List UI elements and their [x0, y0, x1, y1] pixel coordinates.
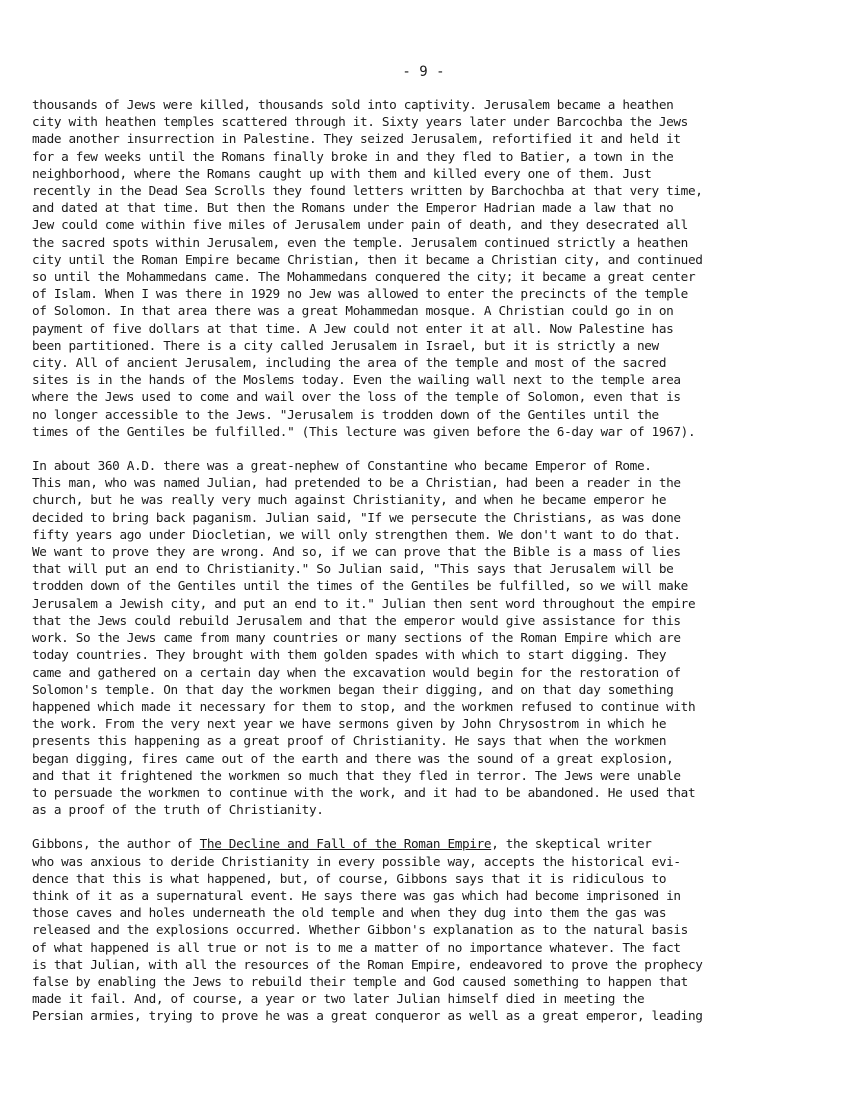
- text-line: city with heathen temples scattered through it. Sixty years later under Barcochba the Jews: [32, 114, 688, 130]
- text-line: neighborhood, where the Romans caught up with them and killed every one of them. Just: [32, 165, 652, 181]
- text-line: thousands of Jews were killed, thousands sold into captivity. Jerusalem became a heathen: [32, 97, 674, 112]
- text-line: work. So the Jews came from many countries or many sections of the Roman Empire which are: [32, 630, 681, 646]
- text-line: who was anxious to deride Christianity in every possible way, accepts the historical evi-: [32, 853, 681, 869]
- text-line: no longer accessible to the Jews. "Jerusalem is trodden down of the Gentiles until the: [32, 406, 659, 422]
- text-line: We want to prove they are wrong. And so, if we can prove that the Bible is a mass of lies: [32, 544, 681, 560]
- text-line: This man, who was named Julian, had pretended to be a Christian, had been a reader in the: [32, 475, 681, 491]
- text-line: the sacred spots within Jerusalem, even the temple. Jerusalem continued strictly a heathen: [32, 234, 688, 250]
- text-line: released and the explosions occurred. Whether Gibbon's explanation as to the natural basis: [32, 922, 688, 938]
- text-line: that the Jews could rebuild Jerusalem and that the emperor would give assistance for this: [32, 612, 681, 628]
- text-line: been partitioned. There is a city called Jerusalem in Israel, but it is strictly a new: [32, 337, 659, 353]
- text-line: made another insurrection in Palestine. They seized Jerusalem, refortified it and held it: [32, 131, 681, 147]
- text-line: the work. From the very next year we have sermons given by John Chrysostrom in which he: [32, 716, 667, 732]
- paragraph-gap: [32, 818, 812, 835]
- text-line: dence that this is what happened, but, of course, Gibbons says that it is ridiculous to: [32, 870, 667, 886]
- text-line: made it fail. And, of course, a year or two later Julian himself died in meeting the: [32, 991, 645, 1007]
- text-line: decided to bring back paganism. Julian said, "If we persecute the Christians, as was done: [32, 509, 681, 525]
- text-line: for a few weeks until the Romans finally broke in and they fled to Batier, a town in the: [32, 148, 674, 164]
- text-line: Gibbons, the author of The Decline and Fall of the Roman Empire, the skeptical writer: [32, 836, 652, 852]
- text-line: today countries. They brought with them golden spades with which to start digging. They: [32, 647, 667, 663]
- text-line: times of the Gentiles be fulfilled." (This lecture was given before the 6-day war of 1967).: [32, 423, 696, 439]
- text-line: that will put an end to Christianity." So Julian said, "This says that Jerusalem will be: [32, 561, 674, 577]
- text-line: and that it frightened the workmen so much that they fled in terror. The Jews were unable: [32, 767, 681, 783]
- paragraph: [32, 835, 812, 1024]
- text-line: Jerusalem a Jewish city, and put an end to it." Julian then sent word throughout the empire: [32, 595, 696, 611]
- text-line: where the Jews used to come and wail over the loss of the temple of Solomon, even that is: [32, 389, 681, 405]
- text-line: think of it as a supernatural event. He says there was gas which had become imprisoned in: [32, 887, 681, 903]
- text-line: began digging, fires came out of the earth and there was the sound of a great explosion,: [32, 750, 674, 766]
- paragraph: [32, 96, 812, 440]
- paragraph: [32, 457, 812, 818]
- text-line: church, but he was really very much against Christianity, and when he became emperor he: [32, 492, 667, 508]
- book-title: The Decline and Fall of the Roman Empire: [199, 836, 492, 852]
- text-line: fifty years ago under Diocletian, we will only strengthen them. We don't want to do that.: [32, 526, 681, 542]
- text-line: is that Julian, with all the resources of the Roman Empire, endeavored to prove the prophecy: [32, 956, 703, 972]
- text-line: presents this happening as a great proof of Christianity. He says that when the workmen: [32, 733, 667, 749]
- text-line: Jew could come within five miles of Jerusalem under pain of death, and they desecrated all: [32, 217, 688, 233]
- paragraph-gap: [32, 440, 812, 457]
- text-line: happened which made it necessary for them to stop, and the workmen refused to continue with: [32, 698, 696, 714]
- text-line: Persian armies, trying to prove he was a great conqueror as well as a great emperor, leading: [32, 1008, 703, 1024]
- text-line: payment of five dollars at that time. A Jew could not enter it at all. Now Palestine has: [32, 320, 674, 336]
- text-line: of Solomon. In that area there was a great Mohammedan mosque. A Christian could go in on: [32, 303, 674, 319]
- text-line: and dated at that time. But then the Romans under the Emperor Hadrian made a law that no: [32, 200, 674, 216]
- body-text: [32, 96, 812, 1025]
- text-line: those caves and holes underneath the old temple and when they dug into them the gas was: [32, 905, 667, 921]
- page-number: - 9 -: [402, 64, 445, 80]
- text-line: of what happened is all true or not is to me a matter of no importance whatever. The fact: [32, 939, 681, 955]
- text-line: city until the Roman Empire became Christian, then it became a Christian city, and continued: [32, 251, 703, 267]
- text-line: sites is in the hands of the Moslems today. Even the wailing wall next to the temple area: [32, 372, 681, 388]
- text-line: of Islam. When I was there in 1929 no Jew was allowed to enter the precincts of the temple: [32, 286, 688, 302]
- text-line: false by enabling the Jews to rebuild their temple and God caused something to happen that: [32, 973, 688, 989]
- text-line: city. All of ancient Jerusalem, including the area of the temple and most of the sacred: [32, 355, 667, 371]
- text-line: recently in the Dead Sea Scrolls they found letters written by Barchochba at that very time,: [32, 183, 703, 199]
- text-line: to persuade the workmen to continue with the work, and it had to be abandoned. He used that: [32, 784, 696, 800]
- text-line: trodden down of the Gentiles until the times of the Gentiles be fulfilled, so we will make: [32, 578, 688, 594]
- text-line: came and gathered on a certain day when the excavation would begin for the restoration of: [32, 664, 681, 680]
- text-line: so until the Mohammedans came. The Mohammedans conquered the city; it became a great center: [32, 269, 696, 285]
- text-line: as a proof of the truth of Christianity.: [32, 802, 324, 818]
- text-line: In about 360 A.D. there was a great-nephew of Constantine who became Emperor of Rome.: [32, 458, 652, 474]
- text-line: Solomon's temple. On that day the workmen began their digging, and on that day something: [32, 681, 674, 697]
